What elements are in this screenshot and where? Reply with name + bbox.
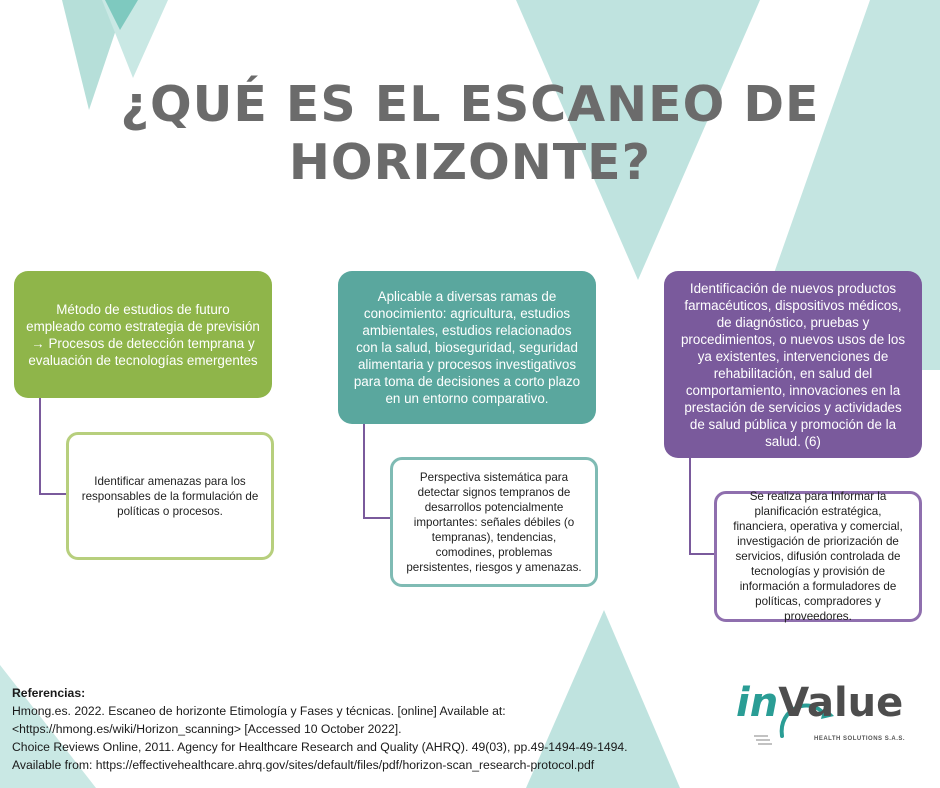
connector-column-3	[690, 458, 716, 554]
reference-line-2: <https://hmong.es/wiki/Horizon_scanning> [Accessed 10 October 2022].	[12, 722, 402, 736]
references	[12, 684, 712, 774]
logo-wordmark	[736, 680, 903, 726]
main-box-teal-text: Aplicable a diversas ramas de conocimiento: agricultura, estudios ambientales, estudios relacionados con la salud, bioseguridad, seguridad alimentaria y procesos investigativos para toma de decisiones a corto plazo en un entorno comparativo.	[353, 289, 581, 406]
detail-box-green	[66, 432, 274, 560]
logo-value: Value	[778, 680, 904, 726]
title-line-1: ¿QUÉ ES EL ESCANEO DE	[120, 76, 820, 133]
detail-box-green-text: Identificar amenazas para los responsables de la formulación de políticas o procesos.	[81, 474, 259, 518]
reference-line-4: Available from: https://effectivehealthcare.ahrq.gov/sites/default/files/pdf/horizon-scan_research-protocol.pdf	[12, 758, 595, 772]
title-line-2: HORIZONTE?	[288, 134, 652, 191]
reference-line-1: Hmong.es. 2022. Escaneo de horizonte Etimología y Fases y técnicas. [online] Available at:	[12, 704, 506, 718]
detail-box-purple-text: Se realiza para Informar la planificación estratégica, financiera, operativa y comercial, investigación de priorización de servicios, difusión controlada de tecnologías y provisión de información a formuladores de políticas, compradores y proveedores.	[733, 490, 903, 623]
main-box-purple	[664, 271, 922, 458]
detail-box-purple	[714, 491, 922, 622]
main-box-green-line-1: Método de estudios de futuro empleado como estrategia de previsión	[26, 301, 260, 334]
main-box-teal	[338, 271, 596, 424]
main-box-green-line-2: → Procesos de detección temprana y evaluación de tecnologías emergentes	[28, 335, 258, 368]
detail-box-teal	[390, 457, 598, 587]
main-box-purple-text: Identificación de nuevos productos farmacéuticos, dispositivos médicos, de diagnóstico, pruebas y procedimientos, o nuevos usos de los ya existentes, intervenciones de rehabilitación, en salud del comportamiento, innovaciones en la prestación de servicios y actividades de salud pública y promoción de la salud. (6)	[680, 280, 906, 449]
main-box-green	[14, 271, 272, 398]
connector-column-2	[364, 424, 390, 518]
logo-tagline: HEALTH SOLUTIONS S.A.S.	[814, 736, 906, 742]
reference-line-3: Choice Reviews Online, 2011. Agency for Healthcare Research and Quality (AHRQ). 49(03), pp.49-1494-49-1494.	[12, 740, 628, 754]
logo-in: in	[736, 680, 779, 726]
references-heading: Referencias:	[12, 686, 86, 700]
detail-box-teal-text: Perspectiva sistemática para detectar signos tempranos de desarrollos potencialmente importantes: señales débiles (o tempranas), tendencias, comodines, problemas persistentes, riesgos y amenazas.	[406, 470, 582, 574]
connector-column-1	[40, 398, 66, 494]
